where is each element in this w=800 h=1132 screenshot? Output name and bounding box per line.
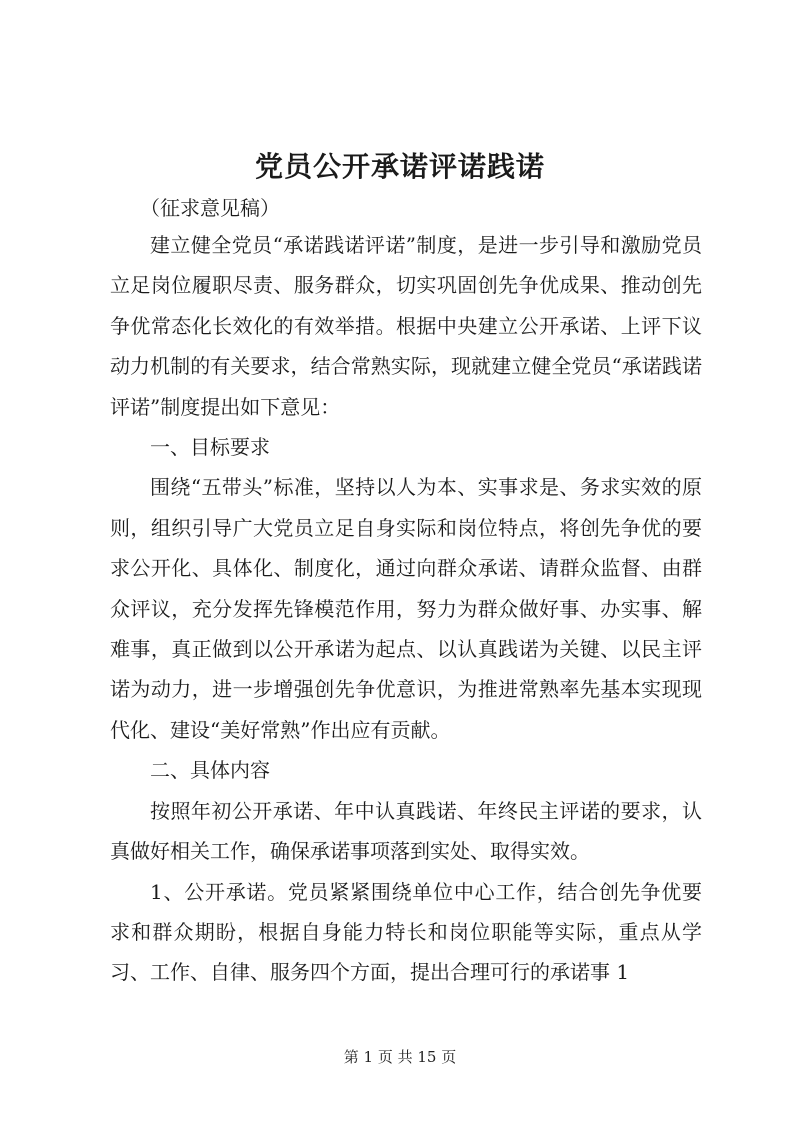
goals-paragraph: 围绕“五带头”标准，坚持以人为本、实事求是、务求实效的原则，组织引导广大党员立足自身实际和岗位特点，将创先争优的要求公开化、具体化、制度化，通过向群众承诺、请群众监督、由群众评议，充分发挥先锋模范作用，努力为群众做好事、办实事、解难事，真正做到以公开承诺为起点、以认真践诺为关键、以民主评诺为动力，进一步增强创先争优意识，为推进常熟率先基本实现现代化、建设“美好常熟”作出应有贡献。 — [110, 475, 702, 742]
page-number-footer: 第 1 页 共 15 页 — [343, 1048, 457, 1066]
intro-paragraph: 建立健全党员“承诺践诺评诺”制度，是进一步引导和激励党员立足岗位履职尽责、服务群众，切实巩固创先争优成果、推动创先争优常态化长效化的有效举措。根据中央建立公开承诺、上评下议动力机制的有关要求，结合常熟实际，现就建立健全党员“承诺践诺评诺”制度提出如下意见： — [110, 233, 702, 419]
document-body — [110, 225, 702, 993]
section-heading-goals: 一、目标要求 — [150, 435, 270, 460]
document-title: 党员公开承诺评诺践诺 — [254, 150, 545, 183]
document-subtitle: （征求意见稿） — [140, 196, 280, 220]
section-heading-content: 二、具体内容 — [150, 758, 270, 783]
content-paragraph: 按照年初公开承诺、年中认真践诺、年终民主评诺的要求，认真做好相关工作，确保承诺事项落到实处、取得实效。 — [110, 798, 702, 864]
public-commitment-paragraph: 1、公开承诺。党员紧紧围绕单位中心工作，结合创先争优要求和群众期盼，根据自身能力特长和岗位职能等实际，重点从学习、工作、自律、服务四个方面，提出合理可行的承诺事 1 — [110, 879, 702, 985]
